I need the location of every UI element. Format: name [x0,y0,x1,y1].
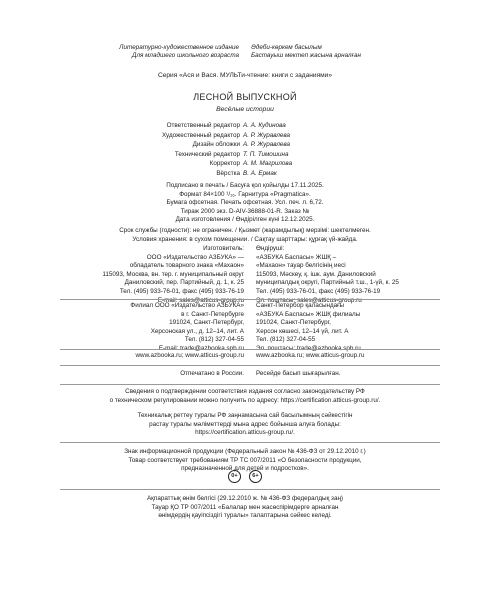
publisher-line: Тел. (495) 933-76-01, факс (495) 933-76-19 [256,287,381,295]
storage-line: Условия хранения: в сухом помещении. / Сақтау шарттары: құрғақ үй-жайда. [132,235,358,243]
credit-row [0,132,490,142]
audience-line: Бастауыш мектеп жасына арналған [251,52,361,60]
website-link[interactable]: www.azbooka.ru; www.atticus-group.ru [135,352,244,359]
branch-line: 191024, Санкт-Петербург, [256,319,331,327]
credit-role: Дизайн обложки [192,141,240,149]
printed-in-line: Отпечатано в России. [180,370,244,377]
credit-row [0,122,490,132]
credit-row [0,141,490,151]
tech-info-kz [0,412,490,438]
publisher-line: 115093, Москва, вн. тер. г. муниципальный округ [102,270,244,278]
credit-role: Технический редактор [174,150,240,158]
book-title: ЛЕСНОЙ ВЫПУСКНОЙ [193,92,297,102]
tech-line: растау туралы мәліметтерді мына адрес бойынша алуға болады: [149,420,341,428]
credits-list [0,122,490,180]
credit-name: А. М. Магрилова [243,160,293,168]
credit-name: А. Р. Журавлева [243,131,291,139]
printed-in-line: Ресейде басып шығарылған. [256,370,341,377]
divider [60,349,440,350]
branch-line: Филиал ООО «Издательство АЗБУКА» [130,302,244,309]
branch-line: 191024, Санкт-Петербург, [169,319,244,327]
info-sign-line: предназначенной для детей и подростков». [181,465,309,473]
website-link[interactable]: www.azbooka.ru; www.atticus-group.ru [256,352,365,359]
print-info-line: Подписано в печать / Басуға қол қойылды 17.11.2025. [166,182,324,189]
web-kz [250,352,440,361]
publisher-line: обладатель товарного знака «Махаон» [129,262,244,270]
kz-footer-line: Ақпараттық өнім белгісі (29.12.2010 ж. № 436-ФЗ федералдық заң) [146,495,344,502]
divider [60,365,440,366]
printed-ru [60,370,250,379]
credit-name: А. А. Кудинова [243,122,286,129]
tech-line: Техникалық реттеу туралы РФ заңнамасына сай басылымның сәйкестігін [137,412,353,419]
publisher-line: Өндіруші: [256,245,285,252]
storage-line: Срок службы (годности): не ограничен. / Қызмет (жарамдылық) мерзімі: шектелмеген. [119,227,371,234]
kz-footer [0,495,490,521]
credit-name: Т. П. Тимошина [243,150,289,158]
conformity-line: Сведения о подтверждении соответствия издания согласно законодательству РФ [125,388,365,395]
divider [60,299,440,300]
info-sign-line: Знак информационной продукции (Федеральный закон № 436-ФЗ от 29.12.2010 г.) [124,448,366,455]
credit-role: Художественный редактор [161,131,240,139]
series-line: Серия «Ася и Вася. МУЛЬТи-чтение: книги с заданиями» [157,72,333,79]
divider [60,442,440,443]
printed-kz [250,370,440,379]
print-info-line: Бумага офсетная. Печать офсетная. Усл. печ. л. 6,72. [166,199,324,207]
web-ru [60,352,250,361]
branch-line: Херсонская ул., д. 12–14, лит. А [150,327,244,335]
publisher-line: муниципалдық округі, Партийный т.ш., 1-үй, к. 25 [256,279,399,287]
print-info-line: Тираж 2000 экз. D-AIV-36888-01-R. Заказ № [180,207,310,215]
credit-name: В. А. Ермак [243,169,277,177]
credit-name: А. Р. Журавлева [243,141,291,149]
publisher-line: «АЗБУКА Баспасы» ЖШҚ – [256,253,337,261]
info-sign-line: Товар соответствует требованиям ТР ТС 007/2011 «О безопасности продукции, [128,456,362,464]
publisher-email: Эл. поштасы: sales@atticus-group.ru [256,296,362,304]
branch-line: Херсон көшесі, 12–14 үй, лит. А [256,327,349,335]
publisher-block [60,245,440,305]
branch-line: «АЗБУКА Баспасы» ЖШҚ филиалы [256,310,361,318]
printed-block [60,370,440,379]
publisher-line: ООО «Издательство АЗБУКА» — [146,253,244,261]
branch-line: Тел. (812) 327-04-55 [184,336,244,344]
print-info [0,182,490,225]
age-badges [0,470,490,483]
age-rating-badge: 6+ [249,470,262,483]
audience-line: Әдеби-көркем басылым [251,44,322,51]
credit-row [0,151,490,161]
publisher-ru [60,245,250,305]
publisher-kz [250,245,440,305]
publisher-email: E-mail: sales@atticus-group.ru [157,296,244,304]
branch-line: Тел. (812) 327-04-55 [256,336,316,344]
publisher-line: Даниловский, пер. Партийный, д. 1, к. 25 [124,279,244,287]
branch-ru [60,302,250,354]
publisher-line: 115093, Мәскеу, қ. ішк. аум. Даниловский [256,270,376,278]
credit-role: Корректор [209,160,240,168]
divider [60,384,440,385]
print-info-line: Формат 84×100 ¹/₁₆. Гарнитура «Pragmatica». [179,190,311,198]
branch-line: Санкт-Петербор қаласындағы [256,302,344,309]
audience-header-kz [245,44,460,60]
book-subtitle: Весёлые истории [216,106,274,113]
credit-role: Вёрстка [216,169,240,177]
branch-kz [250,302,440,354]
print-info-line: Дата изготовления / Өндірілген күні 12.12.2025. [175,216,315,224]
publisher-line: Тел. (495) 933-76-01, факс (495) 933-76-19 [119,287,244,295]
branch-block [60,302,440,354]
branch-email: Эл. поштасы: trade@azbooka.spb.ru [256,344,361,352]
branch-email: E-mail: trade@azbooka.spb.ru [158,344,244,352]
credit-role: Ответственный редактор [166,122,240,129]
audience-line: Литературно-художественное издание [119,44,239,51]
conformity-info [0,388,490,405]
conformity-line: о техническом регулировании можно получить по адресу: https://certification.atticus-group.ru/. [109,396,381,404]
audience-line: Для младшего школьного возраста [132,52,239,60]
kz-footer-line: Тауар ҚО ТР 007/2011 «Балалар мен жасөспірімдерге арналған [151,503,339,511]
age-rating-badge: 0+ [228,470,241,483]
audience-header-ru [30,44,245,60]
tech-line: https://certification.atticus-group.ru/. [195,429,295,437]
branch-line: в г. Санкт-Петербурге [181,310,244,318]
divider [60,489,440,490]
publisher-line: Изготовитель: [203,245,244,252]
web-block [60,352,440,361]
audience-header [30,44,460,60]
credit-row [0,170,490,180]
storage-info [0,227,490,244]
kz-footer-line: өнімдердің қауіпсіздігі туралы» талаптарына сәйкес келеді. [158,512,332,520]
credit-row [0,160,490,170]
publisher-line: «Махаон» тауар белгісінің иесі [256,262,346,270]
